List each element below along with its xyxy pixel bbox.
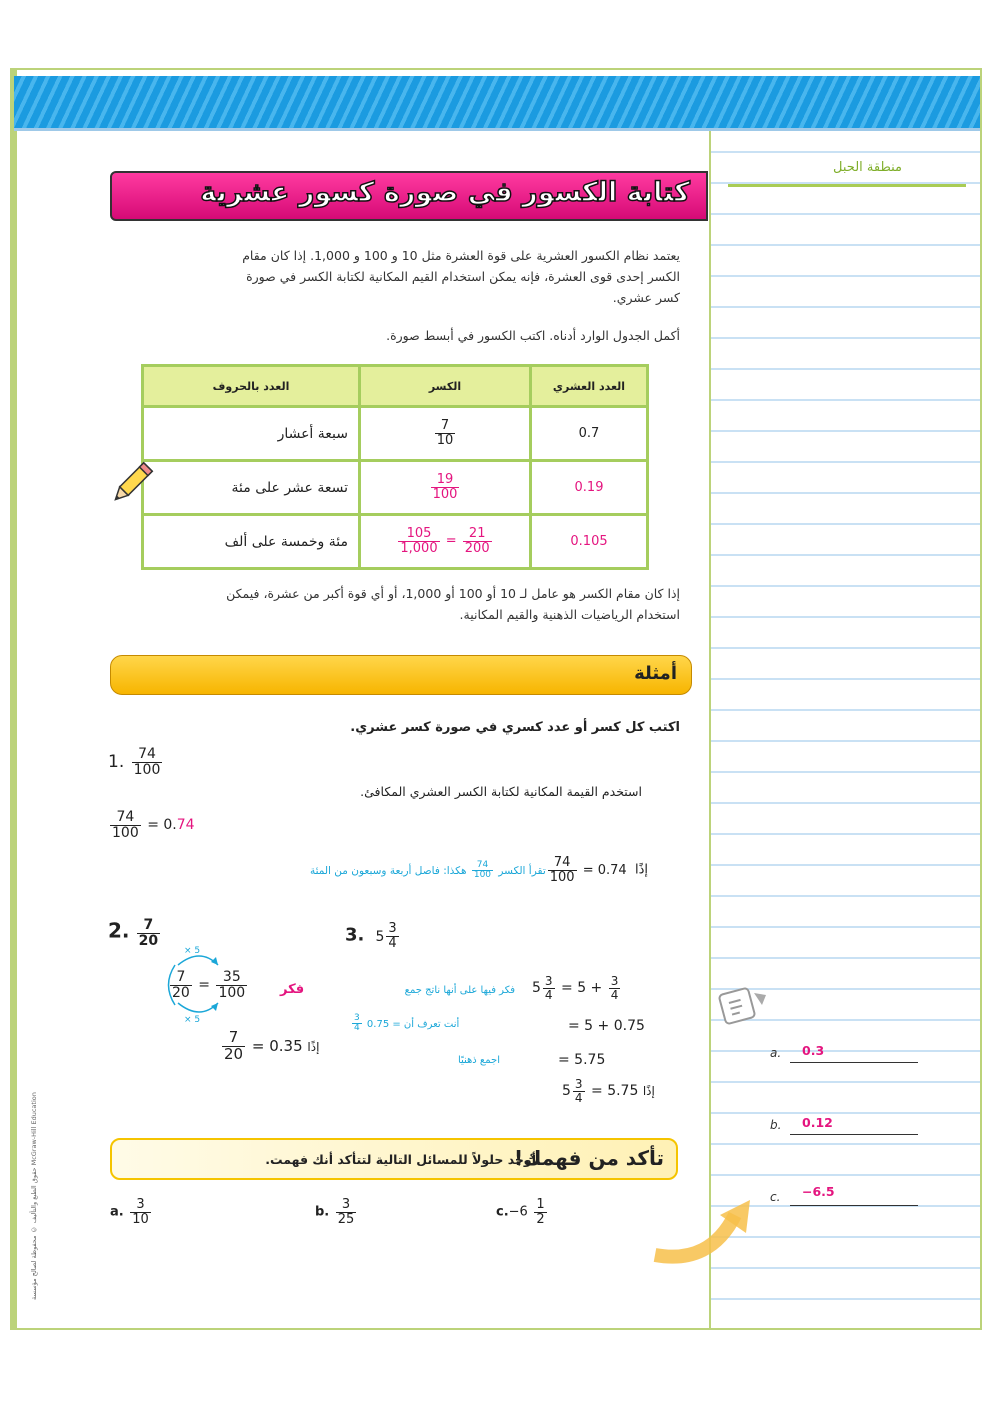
example-1-equation: $\frac{74}{100}$ = 0.74 — [112, 809, 195, 841]
example-1-note: استخدم القيمة المكانية لكتابة الكسر العشري المكافئ. — [360, 784, 642, 799]
notes-panel — [709, 131, 980, 1328]
header-banner — [14, 76, 980, 128]
answer-c-value: −6.5 — [802, 1184, 835, 1199]
example-2-label: 2. — [108, 918, 130, 943]
cell-decimal: 0.105 — [531, 515, 648, 569]
answer-b-label: b. — [770, 1118, 782, 1132]
answer-a-label: a. — [770, 1046, 782, 1060]
lesson-title-bar — [110, 171, 708, 221]
examples-bar — [110, 655, 692, 695]
check-subtitle: أوجد حلولاً للمسائل التالية لتتأكد أنك فهمت. — [265, 1152, 536, 1167]
header-decimal: العدد العشري — [531, 366, 648, 407]
cell-words: تسعة عشر على مئة — [143, 461, 360, 515]
multiplier-bottom: × 5 — [184, 1015, 201, 1025]
header-fraction: الكسر — [360, 366, 531, 407]
conversion-table — [141, 364, 649, 570]
check-problem-c: c.−6 $\frac{1}{2}$ — [496, 1197, 545, 1227]
answer-b-value: 0.12 — [802, 1115, 833, 1130]
check-problem-a: a. $\frac{3}{10}$ — [110, 1197, 149, 1227]
example-3-step-1: 5 $\frac{3}{4}$ = 5 + $\frac{3}{4}$ — [532, 974, 619, 1002]
notebook-icon — [716, 985, 772, 1029]
check-problem-b: b. $\frac{3}{25}$ — [315, 1197, 355, 1227]
example-3-note-3: اجمع ذهنيًا — [457, 1055, 500, 1066]
copyright-credit: حقوق الطبع والتأليف © محفوظة لصالح مؤسسة McGraw-Hill Education — [30, 1092, 38, 1300]
paragraph-line: استخدام الرياضيات الذهنية والقيم المكانية. — [459, 607, 680, 622]
table-header-row — [143, 366, 648, 407]
cell-words: مئة وخمسة على ألف — [143, 515, 360, 569]
table-row — [143, 407, 648, 461]
header-words: العدد بالحروف — [143, 366, 360, 407]
answer-a-value: 0.3 — [802, 1043, 825, 1058]
example-1-problem: 1. $\frac{74}{100}$ — [108, 746, 161, 778]
table-instruction: أكمل الجدول الوارد أدناه. اكتب الكسور في أبسط صورة. — [386, 328, 680, 343]
cell-fraction: $\frac{7}{10}$ — [360, 407, 531, 461]
curved-arrow-icon — [650, 1195, 760, 1275]
answer-c-label: c. — [770, 1190, 781, 1204]
intro-paragraph — [110, 245, 680, 308]
example-3-note-1: فكر فيها على أنها ناتج جمع — [404, 985, 515, 996]
examples-title: أمثلة — [634, 663, 677, 684]
after-table-paragraph — [110, 583, 680, 625]
example-1-conclusion: إذًا $\frac{74}{100}$ = 0.74 تقرأ الكسر $\frac{74}{100}$ هكذا: فاصل أربعة وسبعون من المئة — [309, 855, 648, 885]
cell-words: سبعة أعشار — [143, 407, 360, 461]
intro-line: الكسر إحدى قوى العشرة، فإنه يمكن استخدام القيم المكانية لكتابة الكسر في صورة — [246, 269, 680, 284]
example-3-step-3: = 5.75 — [558, 1052, 606, 1068]
table-row — [143, 461, 648, 515]
paragraph-line: إذا كان مقام الكسر هو عامل لـ 10 أو 100 أو 1,000، أو أي قوة أكبر من عشرة، فيمكن — [226, 586, 680, 601]
intro-line: يعتمد نظام الكسور العشرية على قوة العشرة مثل 10 و 100 و 1,000. إذا كان مقام — [242, 248, 680, 263]
examples-prompt: اكتب كل كسر أو عدد كسري في صورة كسر عشري. — [350, 720, 680, 735]
example-2-equation: $\frac{7}{20}$ = $\frac{35}{100}$ — [172, 969, 246, 1001]
cell-fraction: $\frac{105}{1,000}$ = $\frac{21}{200}$ — [360, 515, 531, 569]
example-2-problem: 2. $\frac{7}{20}$ — [108, 917, 159, 949]
example-3-conclusion: 5 $\frac{3}{4}$ = 5.75 إذًا — [562, 1077, 655, 1105]
example-2-conclusion: $\frac{7}{20}$ = 0.35 إذًا — [224, 1028, 320, 1063]
table-row — [143, 515, 648, 569]
notes-title: منطقة الحبل — [833, 160, 902, 175]
example-3-label: 3. — [345, 924, 365, 946]
cell-decimal: 0.19 — [531, 461, 648, 515]
intro-line: كسر عشري. — [612, 290, 680, 305]
lesson-title: كتابة الكسور في صورة كسور عشرية — [200, 177, 690, 208]
check-understanding-bar — [110, 1138, 678, 1180]
example-3-note-2: $\frac{3}{4}$ أنت تعرف أن = 0.75 — [354, 1013, 460, 1034]
think-label: فكر — [280, 982, 305, 997]
example-1-label: 1. — [108, 752, 125, 773]
example-3-step-2: = 5 + 0.75 — [568, 1018, 645, 1034]
multiplier-top: × 5 — [184, 946, 201, 956]
cell-fraction: $\frac{19}{100}$ — [360, 461, 531, 515]
cell-decimal: 0.7 — [531, 407, 648, 461]
example-3-problem: 3. 5 $\frac{3}{4}$ — [345, 921, 397, 951]
check-title: تأكد من فهمك! — [514, 1146, 664, 1170]
notes-title-rule — [728, 184, 966, 187]
pencil-icon — [106, 458, 156, 510]
